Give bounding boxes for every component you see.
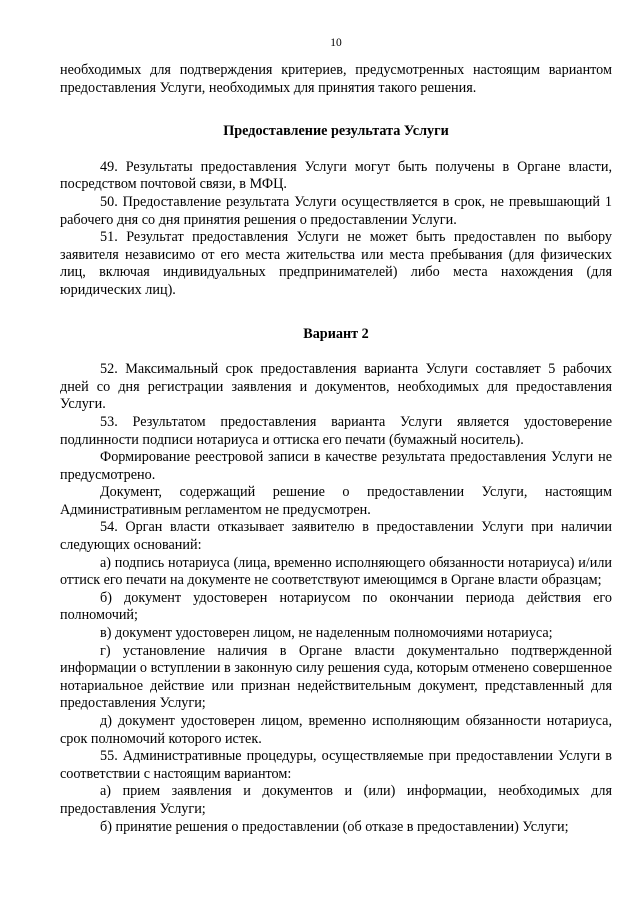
list-item-d: д) документ удостоверен лицом, временно исполняющим обязанности нотариуса, срок полномочий которого истек. bbox=[60, 713, 612, 747]
list-item-v: в) документ удостоверен лицом, не наделенным полномочиями нотариуса; bbox=[100, 625, 553, 642]
page-number: 10 bbox=[330, 37, 342, 49]
paragraph-51: 51. Результат предоставления Услуги не может быть предоставлен по выбору заявителя независимо от его места жительства или места пребывания (для физических лиц, включая индивидуальных предпринимателей) либо места нахождения (для юридических лиц). bbox=[60, 229, 612, 298]
paragraph-50: 50. Предоставление результата Услуги осуществляется в срок, не превышающий 1 рабочего дня со дня принятия решения о предоставлении Услуги. bbox=[60, 193, 612, 228]
intro-paragraph: необходимых для подтверждения критериев, предусмотренных настоящим вариантом предоставления Услуги, необходимых для принятия такого решения. bbox=[60, 62, 612, 96]
list-item-b: б) документ удостоверен нотариусом по окончании периода действия его полномочий; bbox=[60, 589, 612, 624]
paragraph-49: 49. Результаты предоставления Услуги могут быть получены в Органе власти, посредством почтовой связи, в МФЦ. bbox=[60, 158, 612, 193]
paragraph-registry-record: Формирование реестровой записи в качестве результата предоставления Услуги не предусмотрено. bbox=[60, 449, 612, 483]
paragraph-52: 52. Максимальный срок предоставления варианта Услуги составляет 5 рабочих дней со дня регистрации заявления и документов, необходимых для предоставления Услуги. bbox=[60, 361, 612, 413]
list-item-a: а) подпись нотариуса (лица, временно исполняющего обязанности нотариуса) и/или оттиск его печати на документе не соответствуют имеющимся в Органе власти образцам; bbox=[60, 554, 612, 589]
paragraph-55: 55. Административные процедуры, осуществляемые при предоставлении Услуги в соответствии с настоящим вариантом: bbox=[60, 748, 612, 782]
paragraph-54: 54. Орган власти отказывает заявителю в предоставлении Услуги при наличии следующих оснований: bbox=[60, 519, 612, 554]
section-result bbox=[60, 159, 612, 300]
section-heading-variant-2: Вариант 2 bbox=[303, 325, 369, 342]
paragraph-decision-document: Документ, содержащий решение о предоставлении Услуги, настоящим Административным регламентом не предусмотрен. bbox=[60, 484, 612, 518]
section-variant-2 bbox=[60, 361, 612, 836]
section-heading-result: Предоставление результата Услуги bbox=[223, 123, 449, 140]
procedure-item-b: б) принятие решения о предоставлении (об отказе в предоставлении) Услуги; bbox=[100, 818, 569, 835]
document-body bbox=[60, 62, 612, 836]
procedure-item-a: а) прием заявления и документов и (или) информации, необходимых для предоставления Услуги; bbox=[60, 783, 612, 817]
paragraph-53: 53. Результатом предоставления варианта Услуги является удостоверение подлинности подписи нотариуса и оттиска его печати (бумажный носитель). bbox=[60, 413, 612, 448]
list-item-g: г) установление наличия в Органе власти документально подтвержденной информации о вступлении в законную силу решения суда, которым отменено совершенное нотариальное действие или признан недействительным документ, представленный для предоставления Услуги; bbox=[60, 642, 612, 712]
